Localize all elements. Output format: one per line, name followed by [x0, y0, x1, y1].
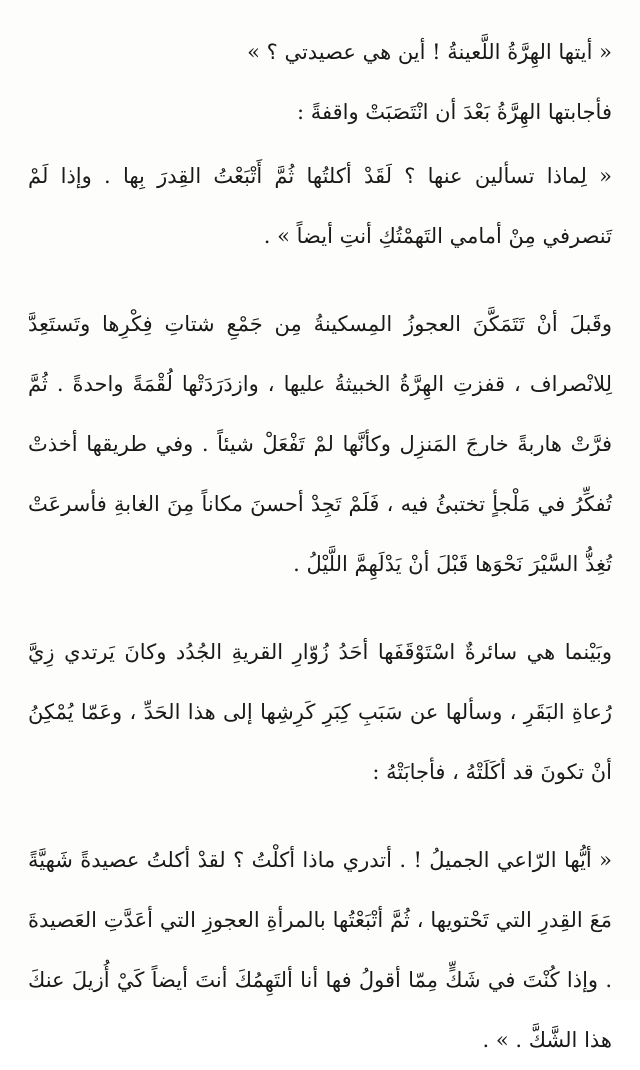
paragraph-gap [28, 802, 612, 830]
page-text [28, 22, 612, 1070]
paragraph-4: وقَبلَ أنْ تَتَمَكَّنَ العجوزُ المِسكينةُ مِن جَمْعِ شتاتِ فِكْرِها وتَستَعِدَّ لِلانْصراف ، قفزتِ الهِرَّةُ الخبيثةُ عليها ، وازدَرَدَتْها لُقْمَةً واحدةً . ثُمَّ فرَّتْ هاربةً خارجَ المَنزِل وكأنَّها لمْ تَفْعَلْ شيئاً . وفي طريقها أخذتْ تُفكِّرُ في مَلْجأٍ تختبئُ فيه ، فَلَمْ تَجِدْ أحسنَ مكاناً مِنَ الغابةِ فأسرعَتْ تُغِذُّ السَّيْرَ نَحْوَها قَبْلَ أنْ يَدْلَهِمَّ اللَّيْلُ . [28, 312, 612, 576]
paragraph-gap [28, 266, 612, 294]
paragraph-1: « أيتها الهِرَّةُ اللَّعينةُ ! أين هي عصيدتي ؟ » [247, 40, 612, 64]
paragraph-2: فأجابتها الهِرَّةُ بَعْدَ أن انْتَصَبَتْ واقفةً : [296, 100, 612, 124]
paragraph-6: « أيُّها الرّاعي الجميلُ ! . أتدري ماذا أكلْتُ ؟ لقدْ أكلتُ عصيدةً شَهيَّةً مَعَ القِدرِ التي تَحْتويها ، ثُمَّ أتْبَعْتُها بالمرأةِ العجوزِ التي أعَدَّتِ العَصيدةَ . وإذا كُنْتَ في شَكٍّ مِمّا أقولُ فها أنا ألتَهِمُكَ أنتَ أيضاً كَيْ أُزيلَ عنكَ هذا الشَّكَّ . » . [28, 848, 612, 1052]
paragraph-5: وبَيْنما هي سائرةٌ اسْتَوْقَفَها أحَدُ زُوّارِ القريةِ الجُدُد وكانَ يَرتدي زِيَّ رُعاةِ البَقَرِ ، وسألها عن سَبَبِ كِبَرِ كَرِشِها إلى هذا الحَدِّ ، وعَمّا يُمْكِنُ أنْ تكونَ قد أكَلَتْهُ ، فأجابَتْهُ : [28, 640, 612, 784]
paragraph-gap [28, 594, 612, 622]
paragraph-3: « لِماذا تسألين عنها ؟ لَقَدْ أكلتُها ثُمَّ أَتْبَعْتُ القِدرَ بِها . وإذا لَمْ تَنصرفي مِنْ أمامي التَهمْتُكِ أنتِ أيضاً » . [28, 164, 612, 248]
